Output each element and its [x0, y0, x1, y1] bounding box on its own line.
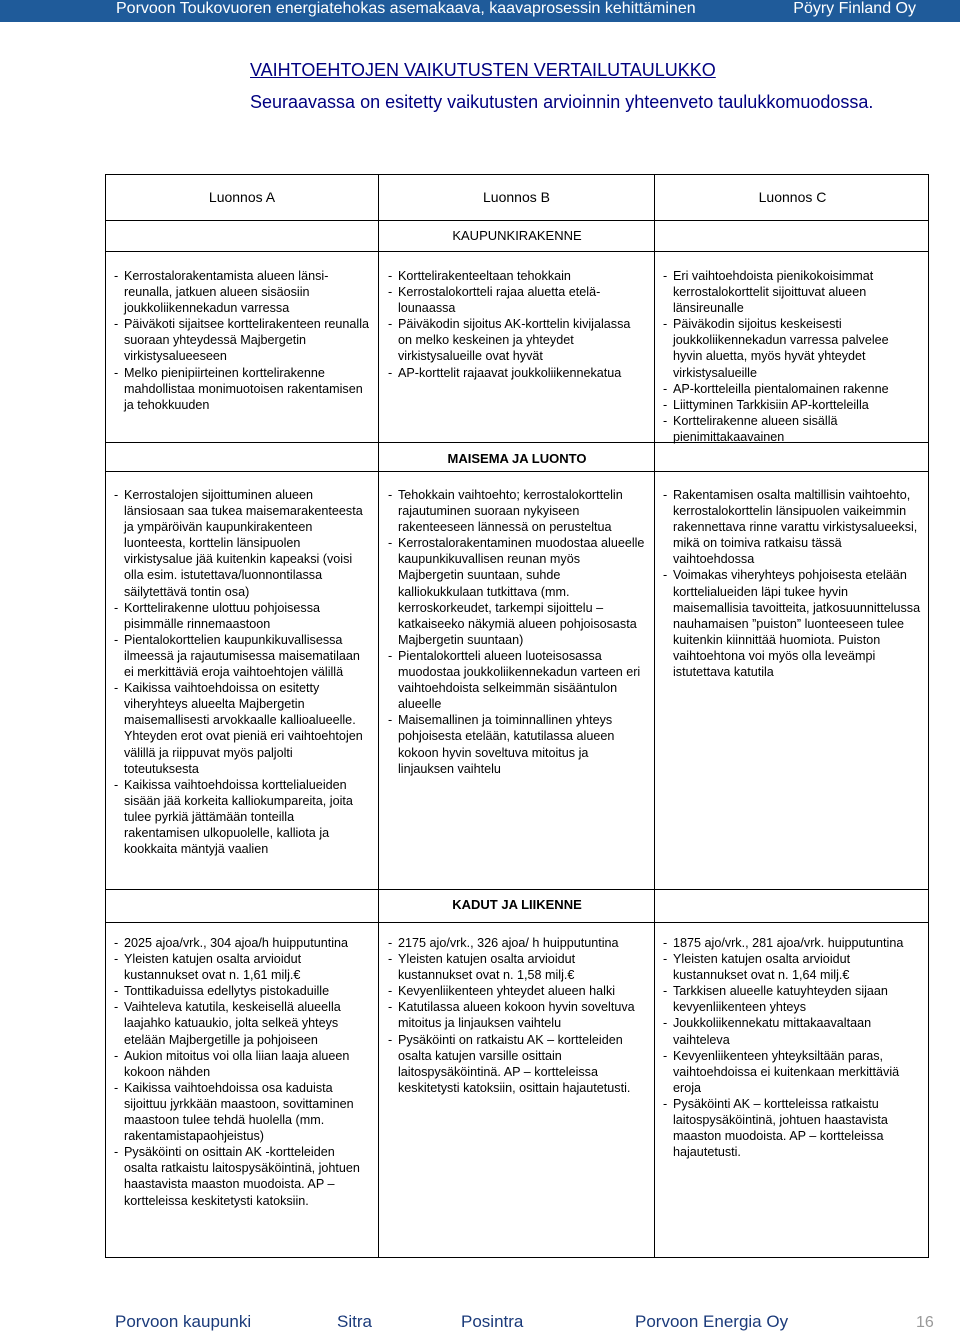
- list-item: - Pientalokortteli alueen luoteisosassa muodostaa joukkoliikennekadun varteen eri vaihtoehdoista selkeimmän sisääntulon alueelle: [388, 648, 646, 712]
- list-item: - Päiväkodin sijoitus keskeisesti joukkoliikennekadun varressa palvelee hyvin aluetta, myös hyvät yhteydet virkistysalueille: [663, 316, 921, 380]
- list-item: - Kerrostalojen sijoittuminen alueen länsiosaan saa tukea maisemarakenteesta ja ympäröivän kaupunkirakenteen luonteesta, korttelin länsipuolen virkistysalue jää kuitenkin kapeaksi (voisi olla esim. istutettava/luonnontilassa säilytettävä tontin osa): [114, 487, 370, 600]
- section-title-maisema: MAISEMA JA LUONTO: [447, 451, 587, 466]
- list-item: - Aukion mitoitus voi olla liian laaja alueen kokoon nähden: [114, 1048, 370, 1080]
- column-header-c: Luonnos C: [758, 189, 827, 205]
- cell-maisema-b: [388, 487, 646, 777]
- list-item: - Tehokkain vaihtoehto; kerrostalokorttelin rajautuminen suoraan nykyiseen rakenteeseen lännessä on perusteltua: [388, 487, 646, 535]
- list-item: - AP-kortteleilla pientalomainen rakenne: [663, 381, 921, 397]
- row-divider: [106, 922, 928, 923]
- page-header: [0, 0, 960, 22]
- cell-kadut-c: [663, 935, 921, 1160]
- list-item: - Tarkkisen alueelle katuyhteyden sijaan kevyenliikenteen yhteys: [663, 983, 921, 1015]
- cell-kadut-b: [388, 935, 646, 1096]
- list-item: - Eri vaihtoehdoista pienikokoisimmat kerrostalokorttelit sijoittuvat alueen länsireunalle: [663, 268, 921, 316]
- list-item: - Korttelirakenteeltaan tehokkain: [388, 268, 646, 284]
- list-item: - Pysäköinti on osittain AK -kortteleiden osalta ratkaistu laitospysäköintinä, johtuen haastavista maaston muodoista. AP – kortteleissa keskitetysti katoksiin.: [114, 1144, 370, 1208]
- column-divider: [378, 175, 379, 1257]
- cell-maisema-c: [663, 487, 921, 680]
- list-item: - Korttelirakenne alueen sisällä pienimittakaavainen: [663, 413, 921, 445]
- list-item: - Yleisten katujen osalta arvioidut kustannukset ovat n. 1,64 milj.€: [663, 951, 921, 983]
- list-item: - 2025 ajoa/vrk., 304 ajoa/h huipputuntina: [114, 935, 370, 951]
- list-item: - Katutilassa alueen kokoon hyvin soveltuva mitoitus ja linjauksen vaihtelu: [388, 999, 646, 1031]
- cell-kaupunkirakenne-c: [663, 268, 921, 445]
- row-divider: [106, 220, 928, 221]
- cell-maisema-a: [114, 487, 370, 857]
- list-item: - Melko pienipiirteinen korttelirakenne mahdollistaa monimuotoisen rakentamisen ja tehokkuuden: [114, 365, 370, 413]
- list-item: - Kevyenliikenteen yhteydet alueen halki: [388, 983, 646, 999]
- list-item: - 2175 ajo/vrk., 326 ajoa/ h huipputuntina: [388, 935, 646, 951]
- row-divider: [106, 471, 928, 472]
- list-item: - Pysäköinti on ratkaistu AK – kortteleiden osalta katujen varsille osittain laitospysäköintinä. AP – kortteleissa keskitetysti katoksiin, osittain hajautetusti.: [388, 1032, 646, 1096]
- column-divider: [654, 175, 655, 1257]
- row-divider: [106, 251, 928, 252]
- list-item: - Yleisten katujen osalta arvioidut kustannukset ovat n. 1,61 milj.€: [114, 951, 370, 983]
- list-item: - Rakentamisen osalta maltillisin vaihtoehto, kerrostalokorttelin länsipuolen vaikeimmin rakennettava rinne varattu virkistysalueeksi, mikä on toimiva ratkaisu tässä vaihtoehdossa: [663, 487, 921, 567]
- section-title-kaupunkirakenne: KAUPUNKIRAKENNE: [452, 228, 582, 243]
- list-item: - Kaikissa vaihtoehdoissa korttelialueiden sisään jää korkeita kalliokumpareita, joita tulee pyrkiä jättämään tonteilla rakentamisen ulkopuolelle, kalliota ja kookkaita mäntyjä vaalien: [114, 777, 370, 857]
- list-item: - Yleisten katujen osalta arvioidut kustannukset ovat n. 1,58 milj.€: [388, 951, 646, 983]
- list-item: - Korttelirakenne ulottuu pohjoisessa pisimmälle rinnemaastoon: [114, 600, 370, 632]
- list-item: - Pysäköinti AK – kortteleissa ratkaistu laitospysäköintinä, johtuen haastavista maaston muodoista. AP – kortteleissa hajautetusti.: [663, 1096, 921, 1160]
- section-title-kadut: KADUT JA LIIKENNE: [452, 897, 582, 912]
- list-item: - AP-korttelit rajaavat joukkoliikennekatua: [388, 365, 646, 381]
- list-item: - Kaikissa vaihtoehdoissa osa kaduista sijoittuu jyrkkään maastoon, sovittaminen maastoon tulee tehdä huolella (mm. rakentamistapaohjeistus): [114, 1080, 370, 1144]
- list-item: - Joukkoliikennekatu mittakaavaltaan vaihteleva: [663, 1015, 921, 1047]
- footer-org-energia: Porvoon Energia Oy: [635, 1312, 789, 1331]
- list-item: - Päiväkodin sijoitus AK-korttelin kivijalassa on melko keskeinen ja yhteydet virkistysalueille ovat hyvät: [388, 316, 646, 364]
- page-number: 16: [916, 1314, 934, 1331]
- cell-kaupunkirakenne-a: [114, 268, 370, 413]
- column-header-a: Luonnos A: [208, 189, 276, 205]
- list-item: - Liittyminen Tarkkisiin AP-kortteleilla: [663, 397, 921, 413]
- header-title: Porvoon Toukovuoren energiatehokas asemakaava, kaavaprosessin kehittäminen: [116, 0, 696, 17]
- list-item: - Pientalokorttelien kaupunkikuvallisessa ilmeessä ja rajautumisessa maisematilaan ei merkittäviä eroja vaihtoehtojen välillä: [114, 632, 370, 680]
- list-item: - Kerrostalorakentamista alueen länsi-reunalla, jatkuen alueen sisäosiin joukkoliikennekadun varressa: [114, 268, 370, 316]
- header-company: Pöyry Finland Oy: [793, 0, 916, 17]
- row-divider: [106, 889, 928, 890]
- list-item: - Kerrostalorakentaminen muodostaa alueelle kaupunkikuvallisen reunan myös Majbergetin suuntaan, suhde kalliokukkulaan tutkittava (mm. kerroskorkeudet, tarkempi sijoittelu – katkaiseeko näkymiä alueen pohjoisosasta Majbergetin suuntaan): [388, 535, 646, 648]
- column-header-b: Luonnos B: [483, 189, 550, 205]
- list-item: - Kaikissa vaihtoehdoissa on esitetty viheryhteys alueelta Majbergetin maisemallisesti arvokkaalle kallioalueelle. Yhteyden erot ovat pieniä eri vaihtoehtojen välillä ja riippuvat myös paljolti toteutuksesta: [114, 680, 370, 777]
- footer-org-posintra: Posintra: [461, 1312, 524, 1331]
- list-item: - Maisemallinen ja toiminnallinen yhteys pohjoisesta etelään, katutilassa alueen kokoon hyvin soveltuva mitoitus ja linjauksen vaihtelu: [388, 712, 646, 776]
- cell-kadut-a: [114, 935, 370, 1209]
- document-subtitle: Seuraavassa on esitetty vaikutusten arvioinnin yhteenveto taulukkomuodossa.: [250, 92, 874, 112]
- list-item: - Kerrostalokortteli rajaa aluetta etelä-lounaassa: [388, 284, 646, 316]
- list-item: - Kevyenliikenteen yhteyksiltään paras, vaihtoehdoissa ei kuitenkaan merkittäviä eroja: [663, 1048, 921, 1096]
- list-item: - Päiväkoti sijaitsee korttelirakenteen reunalla suoraan yhteydessä Majbergetin virkistysalueeseen: [114, 316, 370, 364]
- comparison-table: [105, 174, 929, 1258]
- list-item: - Voimakas viheryhteys pohjoisesta etelään korttelialueiden läpi tukee hyvin maisemallisia tavoitteita, jatkosuunnittelussa nauhamaisen ”puiston” luonteeseen tulee kuitenkin kiinnittää huomiota. Puiston vaihtoehtona voi myös olla leveämpi istutettava katutila: [663, 567, 921, 680]
- footer-org-sitra: Sitra: [337, 1312, 372, 1331]
- list-item: - 1875 ajo/vrk., 281 ajoa/vrk. huipputuntina: [663, 935, 921, 951]
- cell-kaupunkirakenne-b: [388, 268, 646, 381]
- document-title: VAIHTOEHTOJEN VAIKUTUSTEN VERTAILUTAULUKKO: [250, 60, 716, 80]
- list-item: - Vaihteleva katutila, keskeisellä alueella laajahko katuaukio, jolta selkeä yhteys etelään Majbergetille ja pohjoiseen: [114, 999, 370, 1047]
- list-item: - Tonttikaduissa edellytys pistokaduille: [114, 983, 370, 999]
- footer-org-porvoo: Porvoon kaupunki: [115, 1312, 252, 1331]
